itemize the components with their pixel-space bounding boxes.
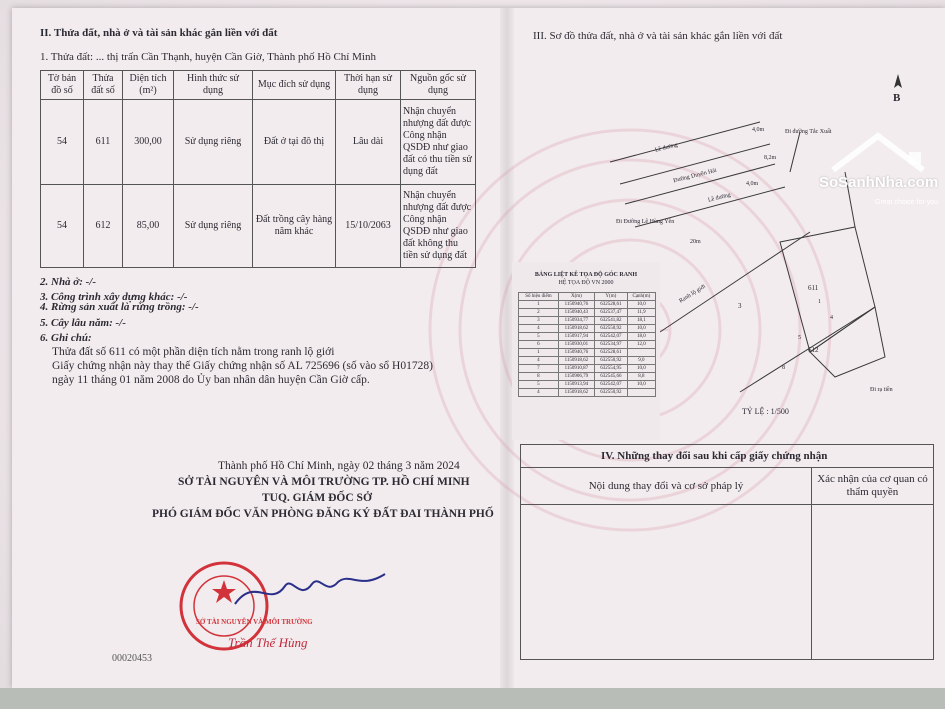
stamp-text: SỞ TÀI NGUYÊN VÀ MÔI TRƯỜNG: [196, 618, 313, 626]
cell-sheet: 54: [41, 185, 84, 268]
coord-cell: 11,9: [627, 309, 655, 317]
coord-cell: 9,0: [627, 357, 655, 365]
point-number: 5: [798, 335, 801, 341]
item-forest: 4. Rừng sản xuất là rừng trồng: -/-: [40, 301, 199, 313]
coord-cell: 8,8: [627, 373, 655, 381]
coord-cell: 1150918,62: [558, 357, 594, 365]
empty-cell: [521, 505, 812, 660]
width-label: 4,0m: [746, 181, 759, 187]
empty-cell: [812, 505, 934, 660]
point-number: 3: [738, 302, 742, 310]
col-purpose-header: Mục đích sử dụng: [253, 71, 336, 100]
col-area-header: Diện tích (m²): [123, 71, 174, 100]
coord-cell: [627, 389, 655, 397]
coord-cell: 632528,61: [594, 349, 627, 357]
coordinate-table: [512, 262, 660, 440]
coord-cell: 1150930,01: [558, 341, 594, 349]
road-label: Đường Duyên Hải: [672, 167, 718, 185]
coord-cell: 1: [519, 301, 559, 309]
width-label: 8,2m: [764, 155, 777, 161]
logo-text: SoSanhNha.com: [819, 174, 939, 191]
serial-number: 00020453: [112, 653, 152, 664]
coord-row: [519, 349, 656, 357]
coord-cell: 1150940,76: [558, 349, 594, 357]
point-number: 8: [782, 365, 785, 371]
coord-cell: 4: [519, 357, 559, 365]
coord-row: [519, 317, 656, 325]
coord-cell: 10,0: [627, 365, 655, 373]
parcel-address: 1. Thửa đất: ... thị trấn Cần Thạnh, huyện Cần Giờ, Thành phố Hồ Chí Minh: [40, 51, 376, 63]
point-number: 1: [818, 299, 821, 305]
width-label: 20m: [690, 239, 701, 245]
coord-row: [519, 341, 656, 349]
coord-row: [519, 389, 656, 397]
house-roof-icon: [823, 130, 933, 174]
coord-cell: 1150906,79: [558, 373, 594, 381]
cell-purpose: Đất ở tại đô thị: [253, 100, 336, 185]
coord-cell: [627, 349, 655, 357]
sosanhnha-logo: [815, 130, 943, 210]
cell-form: Sử dụng riêng: [174, 185, 253, 268]
coord-cell: 4: [519, 389, 559, 397]
cell-parcel: 612: [84, 185, 123, 268]
coord-cell: 632550,92: [594, 325, 627, 333]
land-table: [40, 70, 476, 268]
coord-cell: 632542,07: [594, 381, 627, 389]
north-label: B: [893, 92, 901, 104]
coord-header: Số hiệu điểm: [519, 293, 559, 301]
coord-cell: 18,1: [627, 317, 655, 325]
col-parcel-header: Thửa đất số: [84, 71, 123, 100]
col-form-header: Hình thức sử dụng: [174, 71, 253, 100]
coord-header: Cạnh(m): [627, 293, 655, 301]
coord-cell: 632534,97: [594, 341, 627, 349]
coord-cell: 1150913,94: [558, 381, 594, 389]
note-line: ngày 11 tháng 01 năm 2008 do Ủy ban nhân dân huyện Cần Giờ cấp.: [52, 374, 370, 386]
issue-date: Thành phố Hồ Chí Minh, ngày 02 tháng 3 năm 2024: [218, 460, 460, 472]
coord-cell: 12,0: [627, 341, 655, 349]
coord-cell: 10,0: [627, 381, 655, 389]
scale-label: TỶ LỆ : 1/500: [742, 407, 789, 416]
parcel-number: 612: [808, 346, 819, 354]
coord-cell: 10,0: [627, 325, 655, 333]
coord-row: [519, 381, 656, 389]
coord-cell: 1150910,87: [558, 365, 594, 373]
table-surface: [0, 688, 945, 709]
notes-title: 6. Ghi chú:: [40, 332, 92, 344]
boundary-label: Ranh lộ giới: [678, 283, 707, 305]
item-house: 2. Nhà ở: -/-: [40, 276, 97, 288]
cell-purpose: Đất trồng cây hàng năm khác: [253, 185, 336, 268]
section2-title: II. Thửa đất, nhà ở và tài sản khác gắn liền với đất: [40, 27, 278, 39]
coord-cell: 1150918,62: [558, 389, 594, 397]
coord-cell: 2: [519, 309, 559, 317]
coord-header: X(m): [558, 293, 594, 301]
coord-cell: 6: [519, 341, 559, 349]
coord-cell: 8: [519, 373, 559, 381]
coord-cell: 632542,07: [594, 333, 627, 341]
width-label: 4,0m: [752, 127, 765, 133]
coord-subtitle: HỆ TỌA ĐỘ VN 2000: [558, 280, 614, 286]
changes-table: [520, 444, 934, 660]
coord-cell: 7: [519, 365, 559, 373]
road-label: Đi rạ tiền: [870, 387, 893, 393]
coord-row: [519, 325, 656, 333]
coord-row: [519, 301, 656, 309]
coord-cell: 632541,82: [594, 317, 627, 325]
coord-row: [519, 365, 656, 373]
coord-cell: 1150940,76: [558, 301, 594, 309]
note-line: Giấy chứng nhận này thay thế Giấy chứng nhận số AL 725696 (số vào sổ H01728): [52, 360, 433, 372]
coord-cell: 632528,61: [594, 301, 627, 309]
coord-cell: 5: [519, 381, 559, 389]
signer-name: Trần Thế Hùng: [228, 635, 308, 650]
signature-scribble: [230, 566, 390, 616]
road-label: Đi Đường Lê Hùng Yên: [616, 219, 675, 225]
road-label: Đi đường Tắc Xuất: [785, 129, 832, 135]
coord-row: [519, 309, 656, 317]
road-label: Lề đường: [707, 192, 732, 204]
cell-term: 15/10/2063: [336, 185, 401, 268]
coord-cell: 10,0: [627, 301, 655, 309]
cell-sheet: 54: [41, 100, 84, 185]
coord-row: [519, 373, 656, 381]
section3-title: III. Sơ đồ thửa đất, nhà ở và tài sản khác gắn liền với đất: [533, 30, 783, 42]
cell-parcel: 611: [84, 100, 123, 185]
road-label: Lề đường: [654, 142, 679, 154]
signer-role: PHÓ GIÁM ĐỐC VĂN PHÒNG ĐĂNG KÝ ĐẤT ĐAI THÀNH PHỐ: [152, 508, 494, 520]
col-term-header: Thời hạn sử dụng: [336, 71, 401, 100]
item-perennial: 5. Cây lâu năm: -/-: [40, 317, 126, 329]
col-change-content: Nội dung thay đổi và cơ sở pháp lý: [521, 468, 812, 505]
table-row: [41, 185, 476, 268]
coord-cell: 1: [519, 349, 559, 357]
coord-cell: 4: [519, 325, 559, 333]
coord-cell: 632550,92: [594, 357, 627, 365]
coord-cell: 1150917,94: [558, 333, 594, 341]
table-row: [41, 100, 476, 185]
coord-row: [519, 357, 656, 365]
item-construction: 3. Công trình xây dựng khác: -/-: [40, 291, 188, 303]
col-authority-confirm: Xác nhận của cơ quan có thẩm quyền: [812, 468, 934, 505]
on-behalf: TUQ. GIÁM ĐỐC SỞ: [262, 492, 372, 504]
col-origin-header: Nguồn gốc sử dụng: [401, 71, 476, 100]
cell-origin: Nhận chuyển nhượng đất được Công nhận QSDĐ như giao đất có thu tiền sử dụng đất: [401, 100, 476, 185]
cell-area: 85,00: [123, 185, 174, 268]
coord-title: BẢNG LIỆT KÊ TỌA ĐỘ GÓC RANH: [534, 272, 638, 278]
coord-cell: 1150934,77: [558, 317, 594, 325]
cell-area: 300,00: [123, 100, 174, 185]
point-number: 4: [830, 315, 833, 321]
cell-term: Lâu dài: [336, 100, 401, 185]
coord-row: [519, 333, 656, 341]
issuing-org: SỞ TÀI NGUYÊN VÀ MÔI TRƯỜNG TP. HỒ CHÍ MINH: [178, 476, 470, 488]
logo-tagline: Great choice for you: [875, 199, 939, 206]
note-line: Thửa đất số 611 có một phần diện tích nằm trong ranh lộ giới: [52, 346, 335, 358]
parcel-number: 611: [808, 284, 819, 292]
coord-cell: 632537,47: [594, 309, 627, 317]
cell-form: Sử dụng riêng: [174, 100, 253, 185]
coord-cell: 18,0: [627, 333, 655, 341]
coord-cell: 632550,92: [594, 389, 627, 397]
coord-cell: 1150940,43: [558, 309, 594, 317]
coord-cell: 632554,95: [594, 365, 627, 373]
section4-title: IV. Những thay đổi sau khi cấp giấy chứng nhận: [521, 445, 934, 468]
coord-header: Y(m): [594, 293, 627, 301]
coord-cell: 632545,66: [594, 373, 627, 381]
col-sheet-header: Tờ bản đồ số: [41, 71, 84, 100]
coord-cell: 1150918,62: [558, 325, 594, 333]
cell-origin: Nhận chuyển nhượng đất được Công nhận QSDĐ như giao đất không thu tiền sử dụng đất: [401, 185, 476, 268]
coord-cell: 3: [519, 317, 559, 325]
coord-cell: 5: [519, 333, 559, 341]
